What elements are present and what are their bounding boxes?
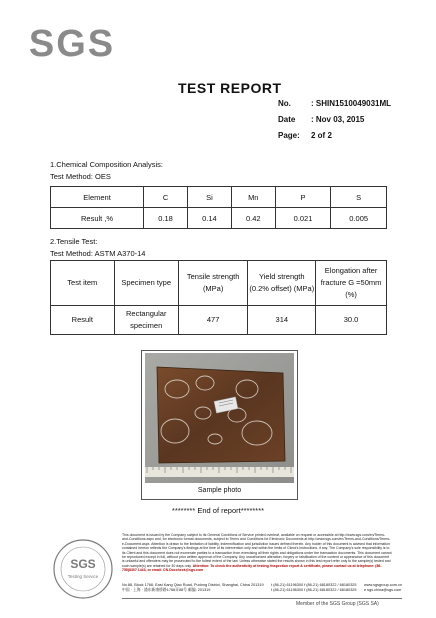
table-cell: Result ,% [51,208,144,229]
chemical-test-method: Test Method: OES [50,172,111,181]
sgs-membership: Member of the SGS Group (SGS SA) [296,601,379,607]
address-english: No.88, Block 1768, East Kang Qiao Road, Pudong District, Shanghai, China 201319 [122,583,264,587]
table-header-cell: Elongation after fracture G =50mm (%) [316,261,387,306]
table-cell: 0.42 [231,208,275,229]
table-cell: 314 [248,306,316,335]
table-header-cell: Specimen type [114,261,178,306]
address-chinese: 中国 · 上海 · 浦东新康桥路1768弄88号 邮编: 201319 [122,588,211,592]
footer-address [122,583,402,593]
footer-divider [122,598,402,599]
report-page-label: Page: [278,130,300,140]
table-header-cell: Mn [231,187,275,208]
table-header-cell: Si [187,187,231,208]
phone-english: t (86-21) 61196300 f (86-21) 68180322 / 68180325 [271,583,357,587]
seal-logo-text: SGS [70,557,96,571]
table-cell: Result [51,306,115,335]
authenticity-notice: Attention: To check the authenticity of testing /inspection report & certificate, please contact us at telephone: (86-755)8307 1443, or email: CN.Doccheck@sgs.com [122,563,382,573]
tensile-section-heading: 2.Tensile Test: [50,237,98,246]
sgs-logo [28,23,116,65]
email: e sgs.china@sgs.com [364,588,402,592]
table-header-row [51,261,387,306]
website: www.sgsgroup.com.cn [364,583,402,587]
sample-photo-image [145,353,294,483]
sample-photo [145,353,294,483]
seal-subtitle: Testing Service [67,574,99,579]
report-date-label: Date [278,114,296,124]
table-cell: 0.021 [275,208,331,229]
table-row [51,306,387,335]
table-cell: 0.005 [331,208,387,229]
table-header-cell: Yield strength (0.2% offset) (MPa) [248,261,316,306]
tensile-test-method: Test Method: ASTM A370-14 [50,249,146,258]
table-header-cell: C [144,187,188,208]
legal-notice-text: This document is issued by the Company subject to its General Conditions of Service printed overleaf, available on request or accessible at http://www.sgs.com/en/Terms-and-Conditions.aspx and, for electronic format documents, subject to Terms and Conditions for Electronic Documents at http://www.sgs.com/en/Terms-and-Conditions/Terms-e-Document.aspx. Attention is drawn to the limitation of liability, indemnification and jurisdiction issues defined therein. Any holder of this document is advised that information contained hereon reflects the Company's findings at the time of its intervention only and within the limits of Client's instructions, if any. The Company's sole responsibility is to its Client and this document does not exonerate parties to a transaction from exercising all their rights and obligations under the transaction documents. This document cannot be reproduced except in full, without prior written approval of the Company. Any unauthorized alteration, forgery or falsification of the content or appearance of this document is unlawful and offenders may be prosecuted to the fullest extent of the law. Unless otherwise stated the results shown in this test report refer only to the sample(s) tested and such sample(s) are retained for 30 days only. [122,533,392,568]
table-header-cell: Test item [51,261,115,306]
legal-notice [122,533,392,573]
table-header-row [51,187,387,208]
testing-service-seal [52,538,114,600]
table-cell: 30.0 [316,306,387,335]
table-row [51,208,387,229]
logo-text: SGS [28,23,116,65]
footer-phone-column [271,583,356,593]
table-header-cell: S [331,187,387,208]
table-cell: 0.18 [144,208,188,229]
seal-icon [52,538,114,600]
report-date-value: : Nov 03, 2015 [311,114,365,124]
report-meta [278,95,391,143]
report-page-row [278,127,391,143]
report-number-row [278,95,391,111]
report-page-value: 2 of 2 [311,130,332,140]
sample-photo-frame [141,350,298,500]
table-cell: Rectangular specimen [114,306,178,335]
table-cell: 477 [178,306,248,335]
table-header-cell: Tensile strength (MPa) [178,261,248,306]
table-cell: 0.14 [187,208,231,229]
report-date-row [278,111,391,127]
footer-address-column [122,583,264,593]
footer-web-column [364,583,402,593]
report-number-value: : SHIN1510049031ML [311,98,392,108]
end-of-report: ******** End of report******** [171,506,265,515]
report-number-label: No. [278,98,291,108]
page-title: TEST REPORT [178,80,282,96]
table-header-cell: Element [51,187,144,208]
chemical-composition-table [50,186,387,229]
phone-chinese: t (86-21) 61196300 f (86-21) 68180322 / 68180325 [271,588,357,592]
tensile-test-table [50,260,387,335]
table-header-cell: P [275,187,331,208]
chemical-section-heading: 1.Chemical Composition Analysis: [50,160,163,169]
photo-caption: Sample photo [197,487,242,494]
